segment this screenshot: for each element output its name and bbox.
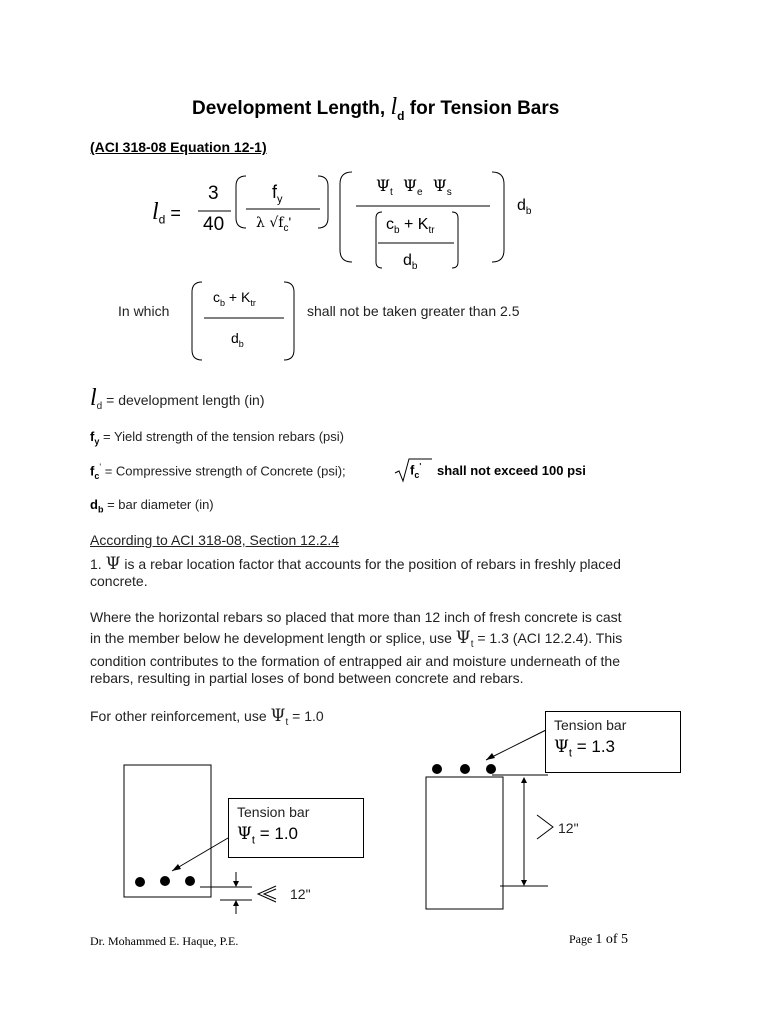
in-which-numerator: $c_b + K_{tr}$: [213, 289, 256, 308]
def-fy: $f_y$ = Yield strength of the tension rebars (psi): [90, 429, 344, 447]
in-which-limit: shall not be taken greater than 2.5: [307, 303, 520, 319]
in-which-label: In which: [118, 303, 170, 319]
footer-author: Dr. Mohammed E. Haque, P.E.: [90, 934, 239, 948]
fy-term: $f_y$: [272, 182, 283, 206]
right-tension-bar-label: Tension bar $\Psi_t = 1.3$: [545, 711, 681, 773]
left-tension-bar-label: Tension bar $\Psi_t = 1.0$: [228, 798, 364, 858]
section-heading: According to ACI 318-08, Section 12.2.4: [90, 532, 340, 548]
ld-lhs: $l_d$ =: [152, 199, 181, 227]
db-denominator: $d_b$: [403, 252, 418, 273]
page-title: Development Length, $l_d$ for Tension Bars: [192, 94, 560, 123]
paragraph-2: Where the horizontal rebars so placed that more than 12 inch of fresh concrete is cast in the member below he development length or splice, use $\Psi_t = 1.3$ (ACI 12.2.4). This condition contributes to the formation of entrapped air and moisture underneath of the rebars, resulting in partial loses of bond between concrete and rebars.: [90, 609, 623, 686]
paragraph-3: For other reinforcement, use $\Psi_t = 1.0$: [90, 706, 324, 728]
ld-symbol: $l_d$: [390, 94, 405, 123]
cb-ktr-numerator: $c_b + K_{tr}$: [386, 216, 435, 237]
equation-reference: (ACI 318-08 Equation 12-1): [90, 139, 267, 155]
psi-factors: $\Psi_t$ $\Psi_e$ $\Psi_s$: [376, 176, 452, 199]
in-which-denominator: $d_b$: [231, 330, 244, 349]
left-dim-label: 12": [290, 886, 311, 902]
fraction-numerator: 3: [208, 183, 219, 204]
right-dim-label: 12": [558, 820, 579, 836]
db-multiplier: $d_b$: [517, 197, 532, 218]
fraction-denominator: 40: [203, 214, 225, 235]
def-db: $d_b$ = bar diameter (in): [90, 497, 214, 515]
fc-limit-note: shall not exceed 100 psi: [437, 463, 586, 478]
footer-page-number: Page 1 of 5: [569, 932, 628, 947]
lambda-sqrt-fc: λ $√f_c'$: [256, 214, 292, 234]
sqrt-fc: $f_c'$: [410, 462, 422, 480]
def-ld: $l_d$ = development length (in): [90, 385, 265, 412]
def-fc: $f_c'$ = Compressive strength of Concrete (psi);: [90, 462, 346, 481]
paragraph-1: 1. Ψ is a rebar location factor that accounts for the position of rebars in freshly placed concrete.: [90, 554, 621, 589]
